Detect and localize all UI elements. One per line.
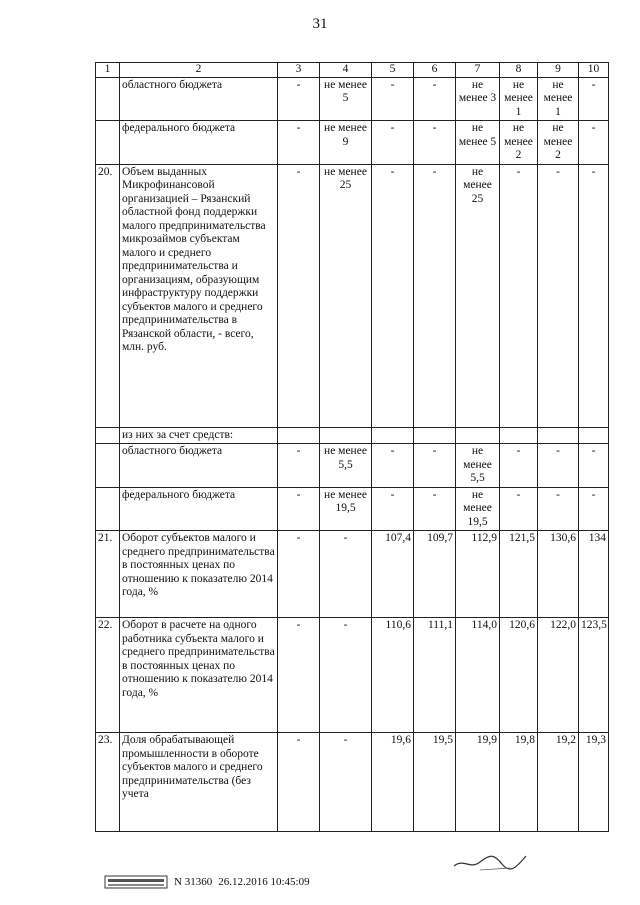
value-cell: - bbox=[278, 121, 320, 165]
header-cell: 1 bbox=[96, 63, 120, 78]
indicator-name-cell: Оборот субъектов малого и среднего предпринимательства в постоянных ценах по отношению к показателю 2014 года, % bbox=[120, 531, 278, 618]
value-cell: не менее 2 bbox=[500, 121, 538, 165]
header-cell: 10 bbox=[579, 63, 609, 78]
row-number-cell bbox=[96, 487, 120, 531]
page-number: 31 bbox=[312, 16, 328, 32]
value-cell: - bbox=[579, 77, 609, 121]
value-cell: - bbox=[372, 77, 414, 121]
value-cell: 121,5 bbox=[500, 531, 538, 618]
value-cell: не менее 9 bbox=[320, 121, 372, 165]
value-cell: - bbox=[414, 77, 456, 121]
value-cell: - bbox=[372, 444, 414, 488]
document-footer bbox=[104, 874, 310, 890]
value-cell: - bbox=[278, 618, 320, 733]
value-cell: не менее 19,5 bbox=[320, 487, 372, 531]
value-cell: 120,6 bbox=[500, 618, 538, 733]
row-number-cell: 22. bbox=[96, 618, 120, 733]
value-cell: 109,7 bbox=[414, 531, 456, 618]
value-cell bbox=[372, 427, 414, 444]
value-cell: 19,2 bbox=[538, 733, 579, 832]
value-cell: - bbox=[414, 487, 456, 531]
value-cell: - bbox=[278, 531, 320, 618]
header-cell: 5 bbox=[372, 63, 414, 78]
value-cell: - bbox=[579, 444, 609, 488]
header-cell: 6 bbox=[414, 63, 456, 78]
value-cell: 114,0 bbox=[456, 618, 500, 733]
signature-mark bbox=[450, 846, 530, 874]
table-row bbox=[96, 531, 609, 618]
value-cell: - bbox=[414, 121, 456, 165]
value-cell: - bbox=[278, 77, 320, 121]
value-cell: 134 bbox=[579, 531, 609, 618]
value-cell: не менее 19,5 bbox=[456, 487, 500, 531]
value-cell: - bbox=[579, 121, 609, 165]
value-cell: 111,1 bbox=[414, 618, 456, 733]
header-cell: 8 bbox=[500, 63, 538, 78]
row-number-cell: 21. bbox=[96, 531, 120, 618]
value-cell: - bbox=[372, 164, 414, 427]
value-cell: 107,4 bbox=[372, 531, 414, 618]
value-cell bbox=[500, 427, 538, 444]
indicator-name-cell: областного бюджета bbox=[120, 77, 278, 121]
value-cell bbox=[278, 427, 320, 444]
value-cell: - bbox=[320, 531, 372, 618]
value-cell: - bbox=[500, 164, 538, 427]
table-row bbox=[96, 444, 609, 488]
value-cell: 19,8 bbox=[500, 733, 538, 832]
value-cell: 122,0 bbox=[538, 618, 579, 733]
value-cell: не менее 1 bbox=[538, 77, 579, 121]
document-timestamp: 26.12.2016 10:45:09 bbox=[218, 876, 310, 888]
value-cell: 110,6 bbox=[372, 618, 414, 733]
value-cell: не менее 2 bbox=[538, 121, 579, 165]
value-cell: - bbox=[320, 618, 372, 733]
value-cell: - bbox=[500, 487, 538, 531]
indicator-name-cell: федерального бюджета bbox=[120, 121, 278, 165]
value-cell bbox=[320, 427, 372, 444]
value-cell: - bbox=[372, 487, 414, 531]
value-cell: 123,5 bbox=[579, 618, 609, 733]
value-cell bbox=[456, 427, 500, 444]
registry-logo-icon bbox=[104, 874, 168, 890]
value-cell: не менее 5,5 bbox=[320, 444, 372, 488]
value-cell: - bbox=[579, 164, 609, 427]
value-cell: 130,6 bbox=[538, 531, 579, 618]
value-cell: - bbox=[414, 164, 456, 427]
row-number-cell bbox=[96, 444, 120, 488]
table-row bbox=[96, 427, 609, 444]
value-cell: не менее 5 bbox=[320, 77, 372, 121]
value-cell: не менее 3 bbox=[456, 77, 500, 121]
row-number-cell: 23. bbox=[96, 733, 120, 832]
indicator-name-cell: областного бюджета bbox=[120, 444, 278, 488]
row-number-cell bbox=[96, 121, 120, 165]
table-row bbox=[96, 121, 609, 165]
indicator-name-cell: Оборот в расчете на одного работника субъекта малого и среднего предпринимательства в постоянных ценах по отношению к показателю 2014 года, % bbox=[120, 618, 278, 733]
value-cell bbox=[414, 427, 456, 444]
indicator-name-cell: Доля обрабатывающей промышленности в обороте субъектов малого и среднего предпринимательства (без учета bbox=[120, 733, 278, 832]
value-cell: - bbox=[538, 444, 579, 488]
row-number-cell: 20. bbox=[96, 164, 120, 427]
value-cell bbox=[538, 427, 579, 444]
header-cell: 7 bbox=[456, 63, 500, 78]
indicator-name-cell: Объем выданных Микрофинансовой организацией – Рязанский областной фонд поддержки малого предпринимательства микрозаймов субъектам малого и среднего предпринимательства и организациям, образующим инфраструктуру поддержки субъектов малого и среднего предпринимательства в Рязанской области, - всего, млн. руб. bbox=[120, 164, 278, 427]
value-cell bbox=[579, 427, 609, 444]
value-cell: - bbox=[372, 121, 414, 165]
value-cell: - bbox=[538, 164, 579, 427]
table-row bbox=[96, 77, 609, 121]
value-cell: не менее 5 bbox=[456, 121, 500, 165]
value-cell: - bbox=[414, 444, 456, 488]
header-cell: 4 bbox=[320, 63, 372, 78]
table-row bbox=[96, 618, 609, 733]
value-cell: 19,3 bbox=[579, 733, 609, 832]
row-number-cell bbox=[96, 77, 120, 121]
value-cell: - bbox=[500, 444, 538, 488]
table-row bbox=[96, 164, 609, 427]
value-cell: - bbox=[278, 487, 320, 531]
header-cell: 3 bbox=[278, 63, 320, 78]
value-cell: 19,6 bbox=[372, 733, 414, 832]
indicator-name-cell: федерального бюджета bbox=[120, 487, 278, 531]
value-cell: - bbox=[278, 164, 320, 427]
header-cell: 2 bbox=[120, 63, 278, 78]
value-cell: 19,5 bbox=[414, 733, 456, 832]
value-cell: не менее 25 bbox=[456, 164, 500, 427]
header-row bbox=[96, 63, 609, 78]
value-cell: - bbox=[278, 733, 320, 832]
value-cell: - bbox=[278, 444, 320, 488]
value-cell: не менее 25 bbox=[320, 164, 372, 427]
value-cell: - bbox=[538, 487, 579, 531]
row-number-cell bbox=[96, 427, 120, 444]
value-cell: 19,9 bbox=[456, 733, 500, 832]
document-number: N 31360 bbox=[174, 876, 213, 888]
header-cell: 9 bbox=[538, 63, 579, 78]
value-cell: не менее 1 bbox=[500, 77, 538, 121]
value-cell: - bbox=[320, 733, 372, 832]
value-cell: 112,9 bbox=[456, 531, 500, 618]
table-row bbox=[96, 733, 609, 832]
value-cell: - bbox=[579, 487, 609, 531]
indicators-table bbox=[95, 62, 609, 832]
table-row bbox=[96, 487, 609, 531]
indicator-name-cell: из них за счет средств: bbox=[120, 427, 278, 444]
value-cell: не менее 5,5 bbox=[456, 444, 500, 488]
